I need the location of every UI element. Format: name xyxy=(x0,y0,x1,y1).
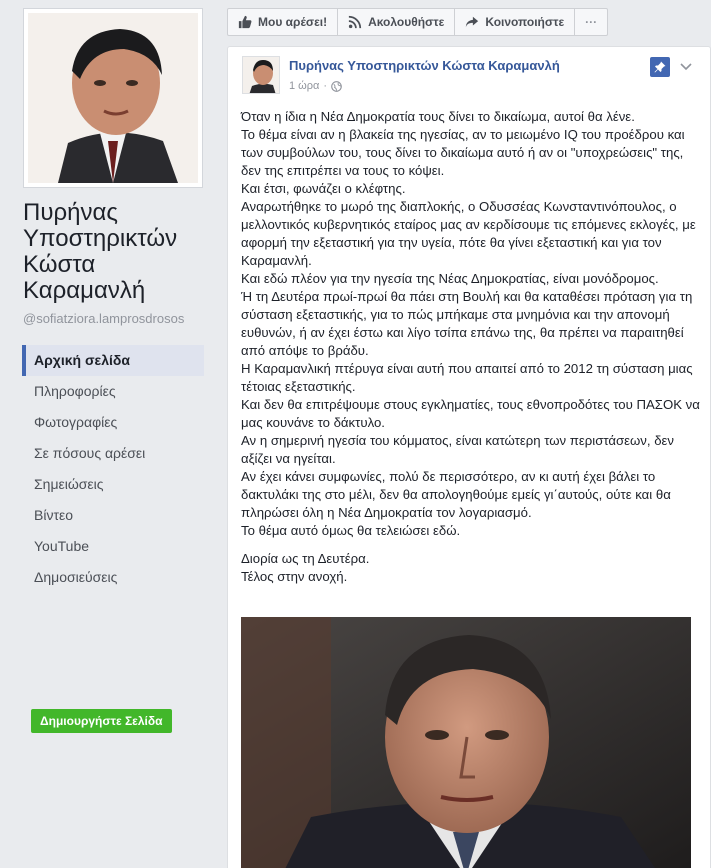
follow-button-label: Ακολουθήστε xyxy=(368,15,445,29)
share-arrow-icon xyxy=(465,15,479,29)
post-paragraph: Ή τη Δευτέρα πρωί-πρωί θα πάει στη Βουλή και θα καταθέσει πρόταση για τη σύσταση εξεταστικής, για το πώς μπήκαμε στα μνημόνια και την απονομή ευθυνών, ή αν έχει έστω και λίγο τσίπα επάνω της, θα πρέπει να παραιτηθεί από απόψε το βράδυ. xyxy=(241,289,693,358)
more-dots-icon: ··· xyxy=(585,15,598,29)
post-author-avatar[interactable] xyxy=(242,56,280,94)
page-username[interactable]: @sofiatziora.lamprosdrosos xyxy=(23,311,185,326)
post-paragraph: Το θέμα αυτό όμως θα τελειώσει εδώ. xyxy=(241,523,461,538)
nav-item-notes[interactable]: Σημειώσεις xyxy=(34,476,104,492)
like-button[interactable] xyxy=(228,9,338,35)
post-paragraph: Αν έχει κάνει συμφωνίες, πολύ δε περισσότερο, αν κι αυτή έχει βάλει το δακτυλάκι της στο μέλι, δεν θα απολογηθούμε εμείς γι΄αυτούς, ούτε και θα πληρώσει όλη η Νέα Δημοκρατία τον λογαριασμό. xyxy=(241,469,671,520)
post-paragraph: Το θέμα είναι αν η βλακεία της ηγεσίας, αν το μειωμένο IQ του προέδρου και των συμβούλων του, τους δίνει το δικαίωμα αυτό ή αν οι "υποχρεώσεις" της, δεν της επιτρέπει να τους το κόψει. xyxy=(241,127,685,178)
nav-item-videos[interactable]: Βίντεο xyxy=(34,507,74,523)
post-photo[interactable] xyxy=(241,617,691,868)
nav-item-posts[interactable]: Δημοσιεύσεις xyxy=(34,569,118,585)
post-body xyxy=(241,108,701,586)
thumbs-up-icon xyxy=(238,15,252,29)
post-paragraph: Αναρωτήθηκε το μωρό της διαπλοκής, ο Οδυσσέας Κωνσταντινόπουλος, ο μελλοντικός κυβερνητικός εταίρος μας αν κερδίσουμε τις επόμενες εκλογές, με αφορμή την εξεταστική για την υγεία, πότε θα γίνει εξεταστική και για τον Καραμανλή. xyxy=(241,199,696,268)
like-button-label: Μου αρέσει! xyxy=(258,15,328,29)
post-closing-line: Διορία ως τη Δευτέρα. xyxy=(241,551,370,566)
rss-follow-icon xyxy=(348,15,362,29)
post-closing-line: Τέλος στην ανοχή. xyxy=(241,569,348,584)
meta-separator: · xyxy=(323,80,328,92)
nav-item-about[interactable]: Πληροφορίες xyxy=(34,383,116,399)
nav-item-home[interactable]: Αρχική σελίδα xyxy=(22,345,204,376)
post-meta xyxy=(289,80,342,92)
nav-item-youtube[interactable]: YouTube xyxy=(34,538,90,554)
nav-item-photos[interactable]: Φωτογραφίες xyxy=(34,414,118,430)
page-action-bar xyxy=(227,8,608,36)
globe-icon[interactable] xyxy=(331,81,342,92)
share-button[interactable] xyxy=(455,9,575,35)
page-title: Πυρήνας Υποστηρικτών Κώστα Καραμανλή xyxy=(23,199,178,304)
post-paragraph: Η Καραμανλική πτέρυγα είναι αυτή που απαιτεί από το 2012 τη σύσταση μιας τέτοιας εξεταστικής. xyxy=(241,361,693,394)
profile-photo-image xyxy=(28,13,198,183)
post-paragraph: Και εδώ πλέον για την ηγεσία της Νέας Δημοκρατίας, είναι μονόδρομος. xyxy=(241,271,659,286)
pinned-post-badge[interactable] xyxy=(650,57,670,77)
post-paragraph: Και έτσι, φωνάζει ο κλέφτης. xyxy=(241,181,406,196)
post-options-chevron-icon[interactable] xyxy=(679,59,693,73)
follow-button[interactable] xyxy=(338,9,455,35)
post-paragraph: Αν η σημερινή ηγεσία του κόμματος, είναι κατώτερη των περιστάσεων, δεν αξίζει να ηγείται. xyxy=(241,433,675,466)
paragraph-spacer xyxy=(241,540,701,550)
post-timestamp[interactable]: 1 ώρα xyxy=(289,80,320,92)
post-author-name[interactable]: Πυρήνας Υποστηρικτών Κώστα Καραμανλή xyxy=(289,58,560,73)
more-options-button[interactable] xyxy=(575,9,607,35)
post-paragraph: Και δεν θα επιτρέψουμε στους εγκληματίες, τους εθνοπροδότες του ΠΑΣΟΚ να μας κουνάνε το δάκτυλο. xyxy=(241,397,700,430)
share-button-label: Κοινοποιήστε xyxy=(485,15,565,29)
post-photo-image xyxy=(241,617,691,868)
post-paragraph: Όταν η ίδια η Νέα Δημοκρατία τους δίνει το δικαίωμα, αυτοί θα λένε. xyxy=(241,109,635,124)
avatar-image xyxy=(243,57,280,94)
profile-picture[interactable] xyxy=(23,8,203,188)
pin-icon xyxy=(654,61,666,73)
page-navigation xyxy=(22,345,204,593)
pinned-post xyxy=(227,46,711,868)
create-page-button[interactable]: Δημιουργήστε Σελίδα xyxy=(31,709,172,733)
nav-item-likes[interactable]: Σε πόσους αρέσει xyxy=(34,445,146,461)
